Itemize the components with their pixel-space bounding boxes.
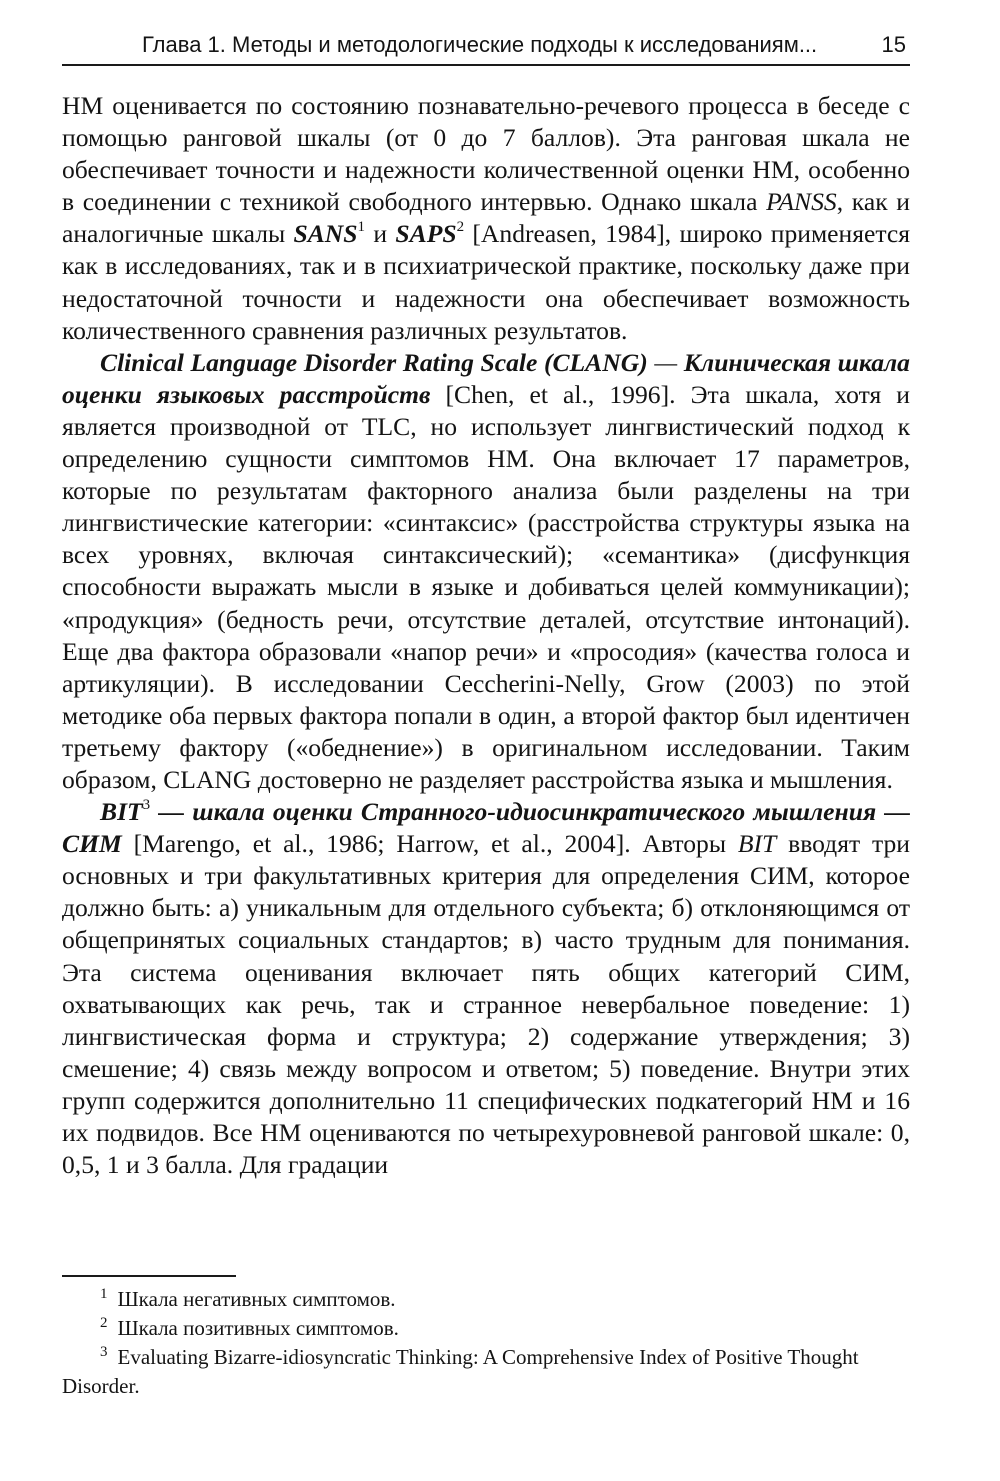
text-segment: [Chen, et al., 1996]. Эта шкала, хотя и является производной от TLC, но использует лингвистический подход к определению сущности симптомов НМ. Она включает 17 параметров, которые по результатам факторного анализа были разделены на три лингвистические категории: «синтаксис» (расстройства структуры языка на всех уровнях, включая синтаксический); «семантика» (дисфункция способности выражать мысли в языке и добиваться целей коммуникации); «продукция» (бедность речи, отсутствие деталей, отсутствие интонаций). Еще два фактора образовали «напор речи» и «просодия» (качества голоса и артикуляции). В исследовании Ceccherini-Nelly, Grow (2003) по этой методике оба первых фактора попали в один, а второй фактор был идентичен третьему фактору («обеднение») в оригинальном исследовании. Таким образом, CLANG достоверно не разделяет расстройства языка и мышления. — [62, 379, 910, 794]
text-segment: [Marengo, et al., 1986; Harrow, et al., 2004]. Авторы — [121, 829, 738, 859]
text-segment: и — [365, 219, 396, 249]
scale-name-saps: SAPS — [395, 219, 457, 249]
term-clang-ru: Клиническая шкала оценки языковых расстройств — [62, 347, 910, 409]
footnote-text: Evaluating Bizarre-idiosyncratic Thinking: A Comprehensive Index of Positive Thought Disorder. — [62, 1345, 859, 1398]
footnote-number: 2 — [100, 1315, 108, 1331]
dash: — — [647, 347, 684, 377]
footnote-divider — [62, 1275, 236, 1277]
paragraph-bit — [62, 796, 910, 1181]
scale-name-sans: SANS — [293, 219, 358, 249]
footnote-text: Шкала позитивных симптомов. — [117, 1316, 399, 1340]
footnotes — [62, 1285, 910, 1401]
paragraph-panss — [62, 90, 910, 347]
footnote — [62, 1314, 910, 1343]
term-sim: СИМ — [62, 829, 122, 859]
body-text — [62, 90, 910, 1181]
footnote-ref-3: 3 — [142, 797, 151, 814]
running-header — [62, 30, 910, 66]
footnote-number: 1 — [100, 1286, 108, 1302]
text-segment: [Andreasen, 1984], широко применяется как в исследованиях, так и в психиатрической практике, поскольку даже при недостаточной точности и надежности она обеспечивает возможность количественного сравнения различных результатов. — [62, 219, 910, 345]
text-segment: вводят три основных и три факультативных критерия для определения СИМ, которое должно быть: а) уникальным для отдельного субъекта; б) отклоняющимся от общепринятых социальных стандартов; в) часто трудным для понимания. Эта система оценивания включает пять общих категорий СИМ, охватывающих как речь, так и странное невербальное поведение: 1) лингвистическая форма и структура; 2) содержание утверждения; 3) смешение; 4) связь между вопросом и ответом; 5) поведение. Внутри этих групп содержится дополнительно 11 специфических подкатегорий НМ и 16 их подвидов. Все НМ оцениваются по четырехуровневой ранговой шкале: 0, 0,5, 1 и 3 балла. Для градации — [62, 829, 910, 1180]
footnote-text: Шкала негативных симптомов. — [117, 1287, 396, 1311]
term-bit: BIT — [100, 797, 143, 827]
text-segment: НМ оценивается по состоянию познавательно-речевого процесса в беседе с помощью ранговой шкалы (от 0 до 7 баллов). Эта ранговая шкала не обеспечивает точности и надежности количественной оценки НМ, особенно в соединении с техникой свободного интервью. Однако шкала — [62, 91, 910, 217]
footnote-ref-1: 1 — [357, 219, 366, 236]
term-clang: Clinical Language Disorder Rating Scale (CLANG) — [100, 347, 648, 377]
footnote — [62, 1343, 910, 1401]
paragraph-clang — [62, 347, 910, 796]
chapter-title: Глава 1. Методы и методологические подходы к исследованиям... — [142, 32, 818, 57]
footnote-ref-2: 2 — [456, 219, 465, 236]
page-number: 15 — [881, 32, 906, 57]
term-bit-inline: BIT — [737, 829, 777, 859]
footnote-number: 3 — [100, 1344, 108, 1360]
scale-name-panss: PANSS — [766, 187, 837, 217]
term-bit-ru: — шкала оценки Странного-идиосинкратического мышления — — [150, 797, 910, 827]
footnote — [62, 1285, 910, 1314]
text-segment: , как и аналогичные шкалы — [62, 187, 910, 249]
